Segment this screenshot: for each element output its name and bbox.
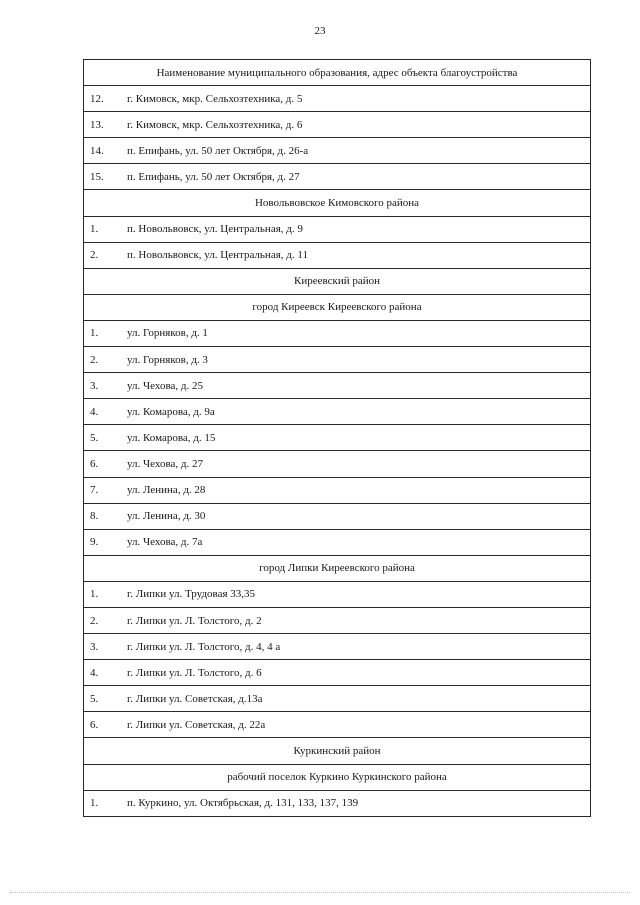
row-address: г. Липки ул. Советская, д.13а xyxy=(127,692,263,705)
objects-table xyxy=(83,59,591,817)
row-address: ул. Комарова, д. 15 xyxy=(127,431,216,444)
table-header-cell: Наименование муниципального образования, адрес объекта благоустройства xyxy=(84,60,591,86)
row-number: 2. xyxy=(90,353,99,366)
section-title: Киреевский район xyxy=(84,268,591,294)
row-address: п. Новольвовск, ул. Центральная, д. 9 xyxy=(127,223,303,236)
table-cell xyxy=(84,686,591,712)
row-number: 13. xyxy=(90,118,104,131)
section-row xyxy=(84,294,591,320)
table-cell xyxy=(84,451,591,477)
table-cell xyxy=(84,712,591,738)
table-row xyxy=(84,242,591,268)
row-number: 14. xyxy=(90,144,104,157)
table-cell xyxy=(84,347,591,373)
row-address: п. Епифань, ул. 50 лет Октября, д. 27 xyxy=(127,170,300,183)
row-number: 3. xyxy=(90,379,99,392)
table-cell xyxy=(84,320,591,346)
row-number: 1. xyxy=(90,327,99,340)
table-cell xyxy=(84,425,591,451)
row-address: ул. Комарова, д. 9а xyxy=(127,405,215,418)
table-cell xyxy=(84,790,591,816)
table-body xyxy=(84,60,591,817)
row-address: г. Липки ул. Советская, д. 22а xyxy=(127,718,266,731)
section-row xyxy=(84,764,591,790)
section-title: Новольвовское Кимовского района xyxy=(84,190,591,216)
table-row xyxy=(84,660,591,686)
row-address: ул. Чехова, д. 7а xyxy=(127,536,203,549)
table-row xyxy=(84,503,591,529)
table-row xyxy=(84,164,591,190)
row-number: 4. xyxy=(90,666,99,679)
row-number: 7. xyxy=(90,484,99,497)
row-address: г. Кимовск, мкр. Сельхозтехника, д. 6 xyxy=(127,118,303,131)
row-number: 1. xyxy=(90,797,99,810)
table-row xyxy=(84,607,591,633)
table-cell xyxy=(84,164,591,190)
table-row xyxy=(84,320,591,346)
row-number: 5. xyxy=(90,692,99,705)
table-row xyxy=(84,86,591,112)
row-address: ул. Ленина, д. 28 xyxy=(127,484,206,497)
row-number: 5. xyxy=(90,431,99,444)
table-cell xyxy=(84,634,591,660)
page-number: 23 xyxy=(314,25,326,37)
table-row xyxy=(84,451,591,477)
section-title: город Киреевск Киреевского района xyxy=(84,294,591,320)
row-address: ул. Горняков, д. 1 xyxy=(127,327,208,340)
table-row xyxy=(84,686,591,712)
table-cell xyxy=(84,242,591,268)
section-row xyxy=(84,190,591,216)
section-title: рабочий поселок Куркино Куркинского района xyxy=(84,764,591,790)
table-header-row xyxy=(84,60,591,86)
table-row xyxy=(84,373,591,399)
section-row xyxy=(84,555,591,581)
row-address: ул. Горняков, д. 3 xyxy=(127,353,208,366)
row-number: 15. xyxy=(90,170,104,183)
row-address: г. Липки ул. Трудовая 33,35 xyxy=(127,588,256,601)
table-row xyxy=(84,138,591,164)
section-title: город Липки Киреевского района xyxy=(84,555,591,581)
table-cell xyxy=(84,373,591,399)
row-number: 2. xyxy=(90,249,99,262)
table-cell xyxy=(84,112,591,138)
row-number: 6. xyxy=(90,457,99,470)
table-row xyxy=(84,399,591,425)
table-cell xyxy=(84,660,591,686)
row-number: 8. xyxy=(90,510,99,523)
table-cell xyxy=(84,216,591,242)
row-number: 1. xyxy=(90,223,99,236)
table-cell xyxy=(84,477,591,503)
row-address: ул. Чехова, д. 27 xyxy=(127,457,204,470)
table-row xyxy=(84,790,591,816)
table-cell xyxy=(84,399,591,425)
table-cell xyxy=(84,138,591,164)
row-address: г. Кимовск, мкр. Сельхозтехника, д. 5 xyxy=(127,92,303,105)
row-number: 3. xyxy=(90,640,99,653)
table-row xyxy=(84,425,591,451)
row-address: п. Куркино, ул. Октябрьская, д. 131, 133, 137, 139 xyxy=(127,797,359,810)
section-title: Куркинский район xyxy=(84,738,591,764)
row-number: 6. xyxy=(90,718,99,731)
row-number: 12. xyxy=(90,92,104,105)
table-row xyxy=(84,347,591,373)
section-row xyxy=(84,268,591,294)
table-cell xyxy=(84,503,591,529)
table-cell xyxy=(84,581,591,607)
table-row xyxy=(84,529,591,555)
section-row xyxy=(84,738,591,764)
table-row xyxy=(84,581,591,607)
row-address: ул. Ленина, д. 30 xyxy=(127,510,206,523)
table-row xyxy=(84,634,591,660)
row-number: 4. xyxy=(90,405,99,418)
row-address: г. Липки ул. Л. Толстого, д. 6 xyxy=(127,666,262,679)
table-cell xyxy=(84,607,591,633)
row-number: 1. xyxy=(90,588,99,601)
table-row xyxy=(84,216,591,242)
table-row xyxy=(84,477,591,503)
row-address: п. Епифань, ул. 50 лет Октября, д. 26-а xyxy=(127,144,309,157)
row-address: г. Липки ул. Л. Толстого, д. 4, 4 а xyxy=(127,640,281,653)
row-address: г. Липки ул. Л. Толстого, д. 2 xyxy=(127,614,262,627)
row-address: п. Новольвовск, ул. Центральная, д. 11 xyxy=(127,249,308,262)
row-address: ул. Чехова, д. 25 xyxy=(127,379,204,392)
row-number: 2. xyxy=(90,614,99,627)
table-row xyxy=(84,712,591,738)
table-cell xyxy=(84,86,591,112)
page-bottom-divider xyxy=(10,892,630,894)
table-cell xyxy=(84,529,591,555)
table-row xyxy=(84,112,591,138)
row-number: 9. xyxy=(90,536,99,549)
